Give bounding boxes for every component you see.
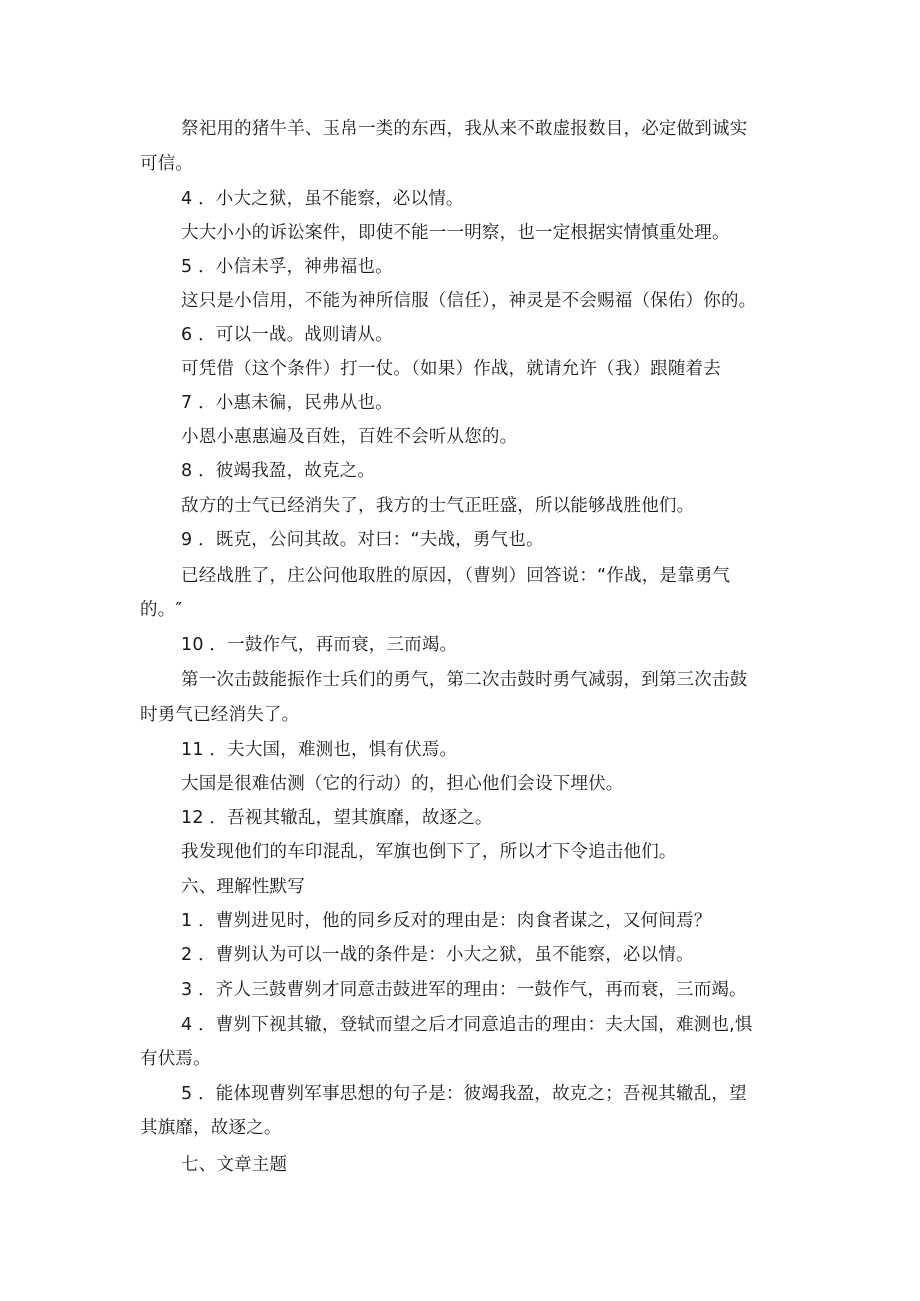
text-line: 5 ．小信未孚，神弗福也。 [181, 257, 393, 277]
text-line: 敌方的士气已经消失了，我方的士气正旺盛，所以能够战胜他们。 [181, 496, 695, 516]
text-line: 10 ．一鼓作气，再而衰，三而竭。 [181, 635, 458, 655]
text-line: 12 ．吾视其辙乱，望其旗靡，故逐之。 [181, 808, 493, 828]
text-line: 11 ．夫大国，难测也，惧有伏焉。 [181, 740, 458, 760]
text-line: 2 ．曹刿认为可以一战的条件是：小大之狱，虽不能察，必以情。 [181, 945, 694, 965]
text-line: 这只是小信用，不能为神所信服（信任），神灵是不会赐福（保佑）你的。 [181, 291, 757, 311]
text-line: 3 ．齐人三鼓曹刿才同意击鼓进军的理由：一鼓作气，再而衰，三而竭。 [181, 980, 747, 1000]
text-line: 可信。 [140, 154, 194, 174]
text-line: 大大小小的诉讼案件，即使不能一一明察，也一定根据实情慎重处理。 [181, 223, 730, 243]
text-line: 有伏焉。 [140, 1049, 211, 1069]
text-line: 9 ．既克，公问其故。对曰：“夫战，勇气也。 [181, 530, 544, 550]
text-line: 祭祀用的猪牛羊、玉帛一类的东西，我从来不敢虚报数目，必定做到诚实 [181, 119, 748, 139]
text-line: 时勇气已经消失了。 [140, 705, 300, 725]
text-line: 8 ．彼竭我盈，故克之。 [181, 461, 376, 481]
text-line: 6 ．可以一战。战则请从。 [181, 325, 393, 345]
text-line: 可凭借（这个条件）打一仗。（如果）作战，就请允许（我）跟随着去 [181, 359, 721, 379]
text-line: 5 ．能体现曹刿军事思想的句子是：彼竭我盈，故克之；吾视其辙乱，望 [181, 1084, 747, 1104]
text-line: 已经战胜了，庄公问他取胜的原因，（曹刿）回答说：“作战，是靠勇气 [181, 566, 731, 586]
text-line: 大国是很难估测（它的行动）的，担心他们会设下埋伏。 [181, 774, 624, 794]
text-line: 其旗靡，故逐之。 [140, 1118, 282, 1138]
text-line: 第一次击鼓能振作士兵们的勇气，第二次击鼓时勇气减弱，到第三次击鼓 [181, 670, 748, 690]
section-heading: 七、文章主题 [181, 1155, 288, 1175]
text-line: 4 ．小大之狱，虽不能察，必以情。 [181, 189, 464, 209]
text-line: 1 ．曹刿进见时，他的同乡反对的理由是：肉食者谋之，又何间焉？ [181, 911, 712, 931]
text-line: 4 ．曹刿下视其辙，登轼而望之后才同意追击的理由：夫大国，难测也,惧 [181, 1015, 753, 1035]
section-heading: 六、理解性默写 [181, 877, 305, 897]
text-line: 的。″ [140, 600, 183, 620]
text-line: 7 ．小惠未徧，民弗从也。 [181, 393, 393, 413]
text-line: 我发现他们的车印混乱，军旗也倒下了，所以才下令追击他们。 [181, 842, 677, 862]
text-line: 小恩小惠惠遍及百姓，百姓不会听从您的。 [181, 427, 518, 447]
